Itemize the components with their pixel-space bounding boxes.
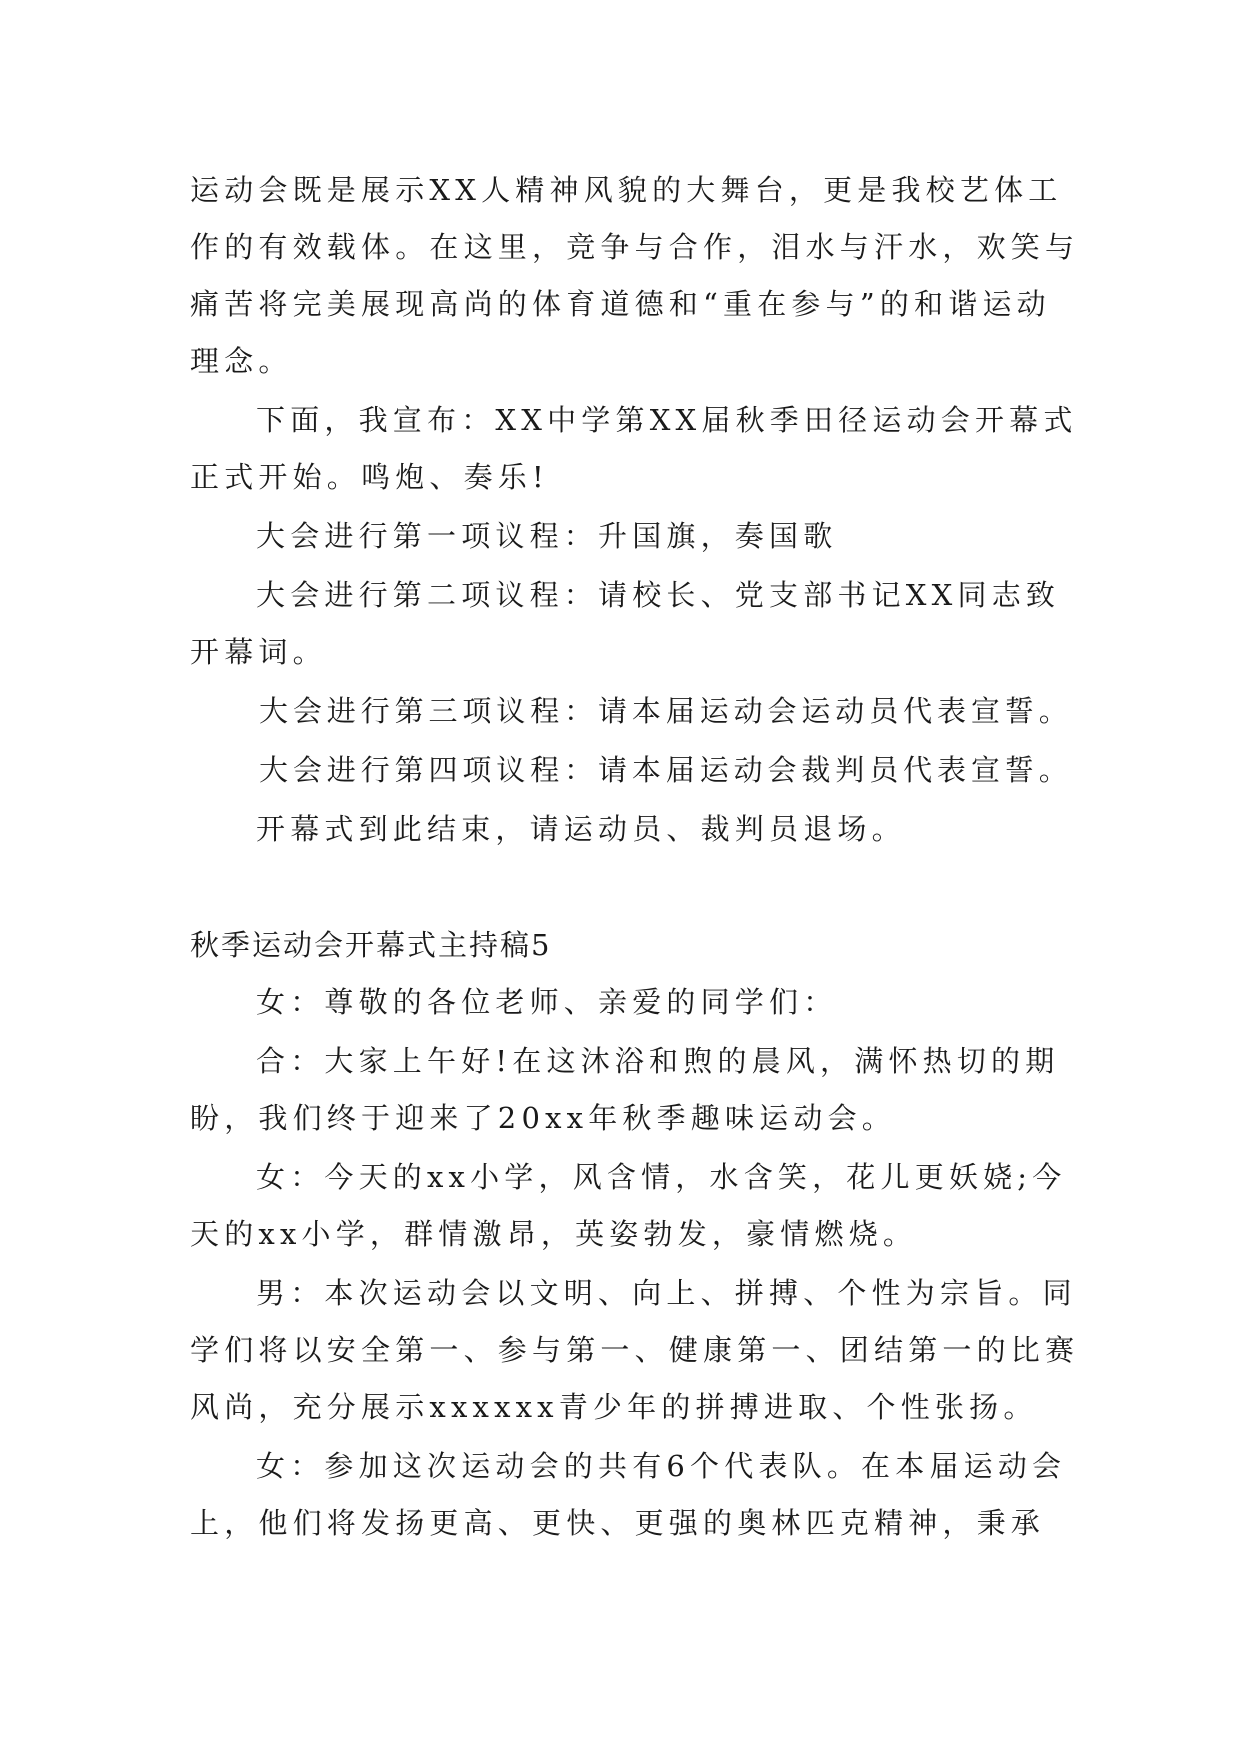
paragraph-line: 大会进行第四项议程：请本届运动会裁判员代表宣誓。 [259, 753, 1073, 787]
paragraph-line: 运动会既是展示XX人精神风貌的大舞台，更是我校艺体工 [190, 173, 1063, 207]
paragraph-line: 盼，我们终于迎来了20xx年秋季趣味运动会。 [190, 1101, 897, 1135]
paragraph-line: 理念。 [190, 344, 293, 378]
paragraph-line: 正式开始。鸣炮、奏乐! [190, 460, 549, 494]
paragraph-line: 作的有效载体。在这里，竞争与合作，泪水与汗水，欢笑与 [190, 230, 1080, 264]
paragraph-line: 大会进行第一项议程：升国旗，奏国歌 [256, 519, 838, 553]
paragraph-line: 学们将以安全第一、参与第一、健康第一、团结第一的比赛 [190, 1333, 1080, 1367]
paragraph-line: 女：参加这次运动会的共有6个代表队。在本届运动会 [256, 1449, 1067, 1483]
paragraph-line: 合：大家上午好!在这沐浴和煦的晨风，满怀热切的期 [256, 1044, 1060, 1078]
paragraph-line: 女：今天的xx小学，风含情，水含笑，花儿更妖娆;今 [256, 1160, 1067, 1194]
paragraph-line: 下面，我宣布：XX中学第XX届秋季田径运动会开幕式 [256, 403, 1078, 437]
paragraph-line: 大会进行第二项议程：请校长、党支部书记XX同志致 [256, 578, 1061, 612]
paragraph-line: 风尚，充分展示xxxxxx青少年的拼搏进取、个性张扬。 [190, 1390, 1038, 1424]
paragraph-line: 开幕词。 [190, 635, 327, 669]
paragraph-line: 男：本次运动会以文明、向上、拼搏、个性为宗旨。同 [256, 1276, 1077, 1310]
paragraph-line: 大会进行第三项议程：请本届运动会运动员代表宣誓。 [259, 694, 1073, 728]
paragraph-line: 痛苦将完美展现高尚的体育道德和“重在参与”的和谐运动 [190, 287, 1051, 321]
section-heading: 秋季运动会开幕式主持稿5 [190, 928, 552, 962]
paragraph-line: 女：尊敬的各位老师、亲爱的同学们： [256, 985, 838, 1019]
paragraph-line: 天的xx小学，群情激昂，英姿勃发，豪情燃烧。 [190, 1217, 918, 1251]
paragraph-line: 上，他们将发扬更高、更快、更强的奥林匹克精神，秉承 [190, 1506, 1046, 1540]
paragraph-line: 开幕式到此结束，请运动员、裁判员退场。 [256, 812, 906, 846]
